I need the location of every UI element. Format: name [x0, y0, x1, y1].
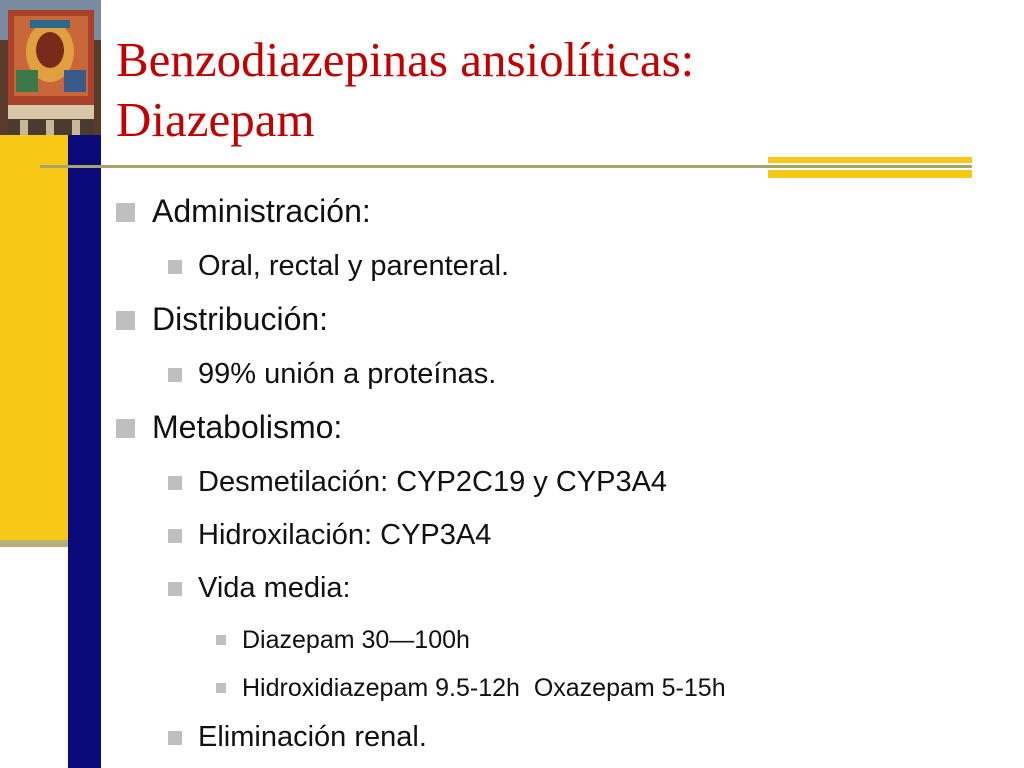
list-item: [116, 616, 1006, 664]
list-item-text: Administración:: [152, 193, 371, 229]
square-bullet-icon: [116, 311, 135, 330]
list-item: [116, 457, 1006, 510]
list-item: [116, 186, 1006, 241]
slide-title-line-2: Diazepam: [116, 92, 315, 147]
list-item-text: Desmetilación: CYP2C19 y CYP3A4: [198, 466, 668, 498]
list-item: [116, 402, 1006, 457]
square-bullet-icon: [116, 203, 135, 222]
square-bullet-icon: [168, 529, 182, 543]
list-item-text: Hidroxidiazepam 9.5-12h Oxazepam 5-15h: [242, 674, 726, 702]
square-bullet-icon: [168, 476, 182, 490]
square-bullet-icon: [168, 731, 182, 745]
list-item-text: Oral, rectal y parenteral.: [198, 250, 510, 282]
list-item-text: Distribución:: [152, 301, 329, 337]
list-item-text: Eliminación renal.: [198, 721, 427, 753]
title-divider-accent-top: [768, 157, 972, 163]
list-item-text: Metabolismo:: [152, 409, 343, 445]
list-item: [116, 563, 1006, 616]
slide-title-line-1: Benzodiazepinas ansiolíticas:: [116, 32, 695, 87]
square-bullet-icon: [216, 635, 226, 645]
square-bullet-icon: [168, 260, 182, 274]
left-yellow-bar: [0, 135, 68, 545]
list-item-text: 99% unión a proteínas.: [198, 358, 497, 390]
square-bullet-icon: [168, 368, 182, 382]
list-item-text: Vida media:: [198, 572, 351, 604]
list-item: [116, 241, 1006, 294]
title-divider: [40, 165, 972, 168]
left-olive-bar: [0, 540, 68, 547]
list-item-text: Hidroxilación: CYP3A4: [198, 519, 492, 551]
square-bullet-icon: [216, 683, 226, 693]
list-item-text: Diazepam 30—100h: [242, 626, 470, 654]
square-bullet-icon: [116, 419, 135, 438]
list-item: [116, 664, 1006, 712]
list-item: [116, 294, 1006, 349]
list-item: [116, 712, 1006, 765]
mural-building-image: [0, 0, 101, 135]
title-divider-accent-bottom: [768, 170, 972, 178]
bullet-list: [116, 186, 1006, 765]
left-navy-bar: [68, 135, 101, 768]
square-bullet-icon: [168, 582, 182, 596]
list-item: [116, 510, 1006, 563]
slide-title: [116, 30, 976, 150]
list-item: [116, 349, 1006, 402]
